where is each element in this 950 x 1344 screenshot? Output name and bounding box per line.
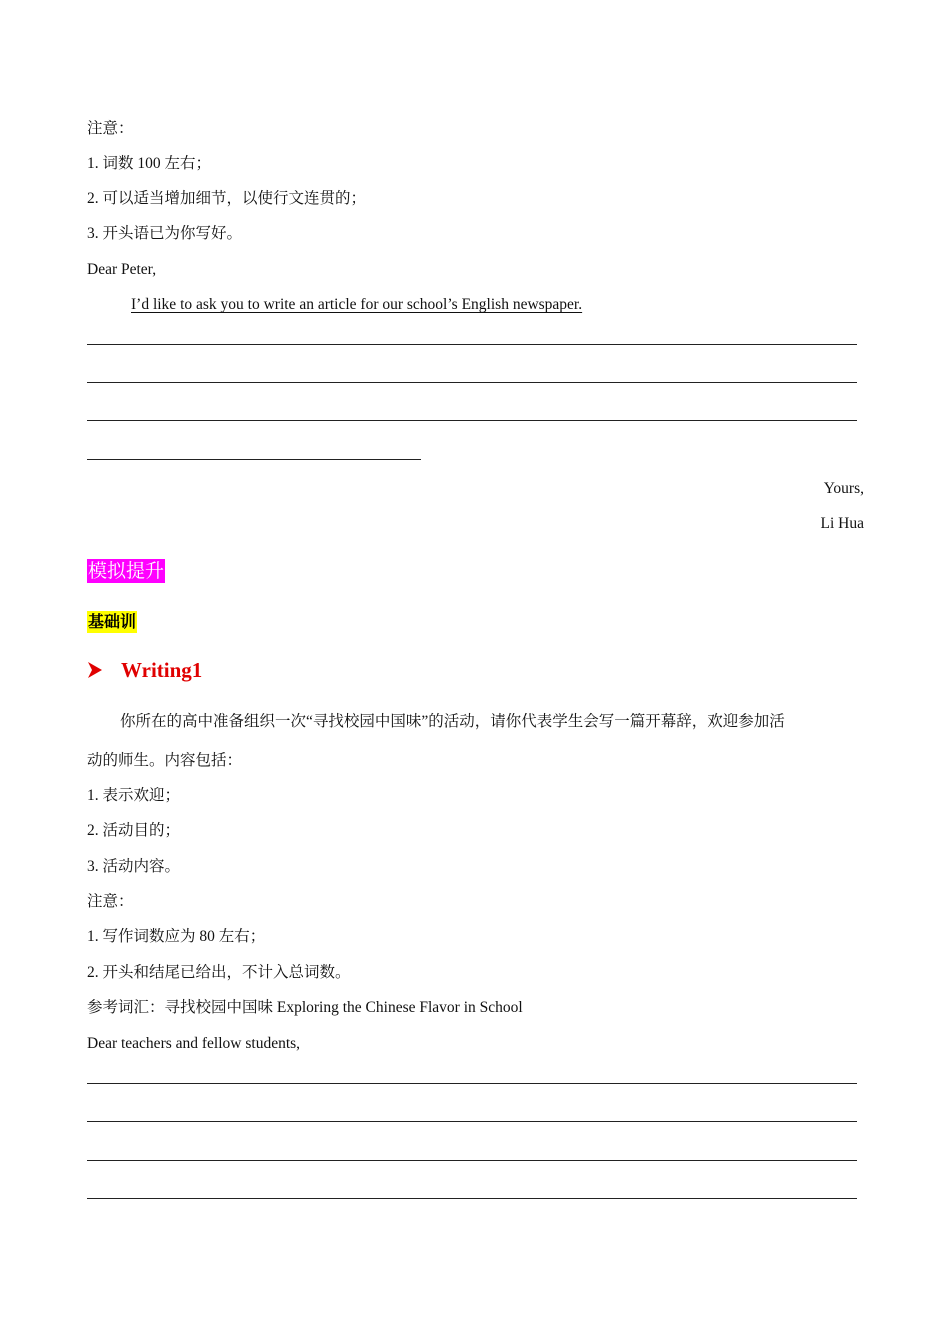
task-intro-line-2: 动的师生。内容包括： xyxy=(87,752,243,769)
subsection-title: 基础训 xyxy=(88,612,137,631)
content-item-2: 2. 活动目的； xyxy=(87,822,181,839)
writing-title: Writing1 xyxy=(121,658,203,682)
answer-line xyxy=(87,344,857,345)
answer-line xyxy=(87,1160,857,1161)
writing-heading xyxy=(87,657,202,683)
task-note-item-1: 1. 写作词数应为 80 左右； xyxy=(87,928,266,945)
task-note-item-2: 2. 开头和结尾已给出，不计入总词数。 xyxy=(87,964,351,981)
answer-line xyxy=(87,420,857,421)
answer-line xyxy=(87,459,421,460)
letter-signature: Li Hua xyxy=(820,515,864,532)
answer-line xyxy=(87,382,857,383)
answer-line xyxy=(87,1121,857,1122)
task-intro-line-1: 你所在的高中准备组织一次“寻找校园中国味”的活动，请你代表学生会写一篇开幕辞，欢迎参加活 xyxy=(120,713,785,730)
section-title: 模拟提升 xyxy=(88,560,165,582)
letter-opening-sentence: I’d like to ask you to write an article for our school’s English newspaper. xyxy=(131,296,583,313)
note-item-3: 3. 开头语已为你写好。 xyxy=(87,225,243,242)
arrow-bullet-icon xyxy=(87,661,103,679)
note-item-2: 2. 可以适当增加细节，以使行文连贯的； xyxy=(87,190,367,207)
content-item-1: 1. 表示欢迎； xyxy=(87,787,181,804)
task-salutation: Dear teachers and fellow students, xyxy=(87,1035,301,1052)
vocab-reference: 参考词汇：寻找校园中国味 Exploring the Chinese Flavor in School xyxy=(87,999,523,1016)
answer-line xyxy=(87,1083,857,1084)
answer-line xyxy=(87,1198,857,1199)
letter-closing: Yours, xyxy=(823,480,864,497)
task-note-heading: 注意： xyxy=(87,893,134,910)
letter-salutation: Dear Peter, xyxy=(87,261,157,278)
note-item-1: 1. 词数 100 左右； xyxy=(87,155,212,172)
content-item-3: 3. 活动内容。 xyxy=(87,858,181,875)
note-heading: 注意： xyxy=(87,120,134,137)
